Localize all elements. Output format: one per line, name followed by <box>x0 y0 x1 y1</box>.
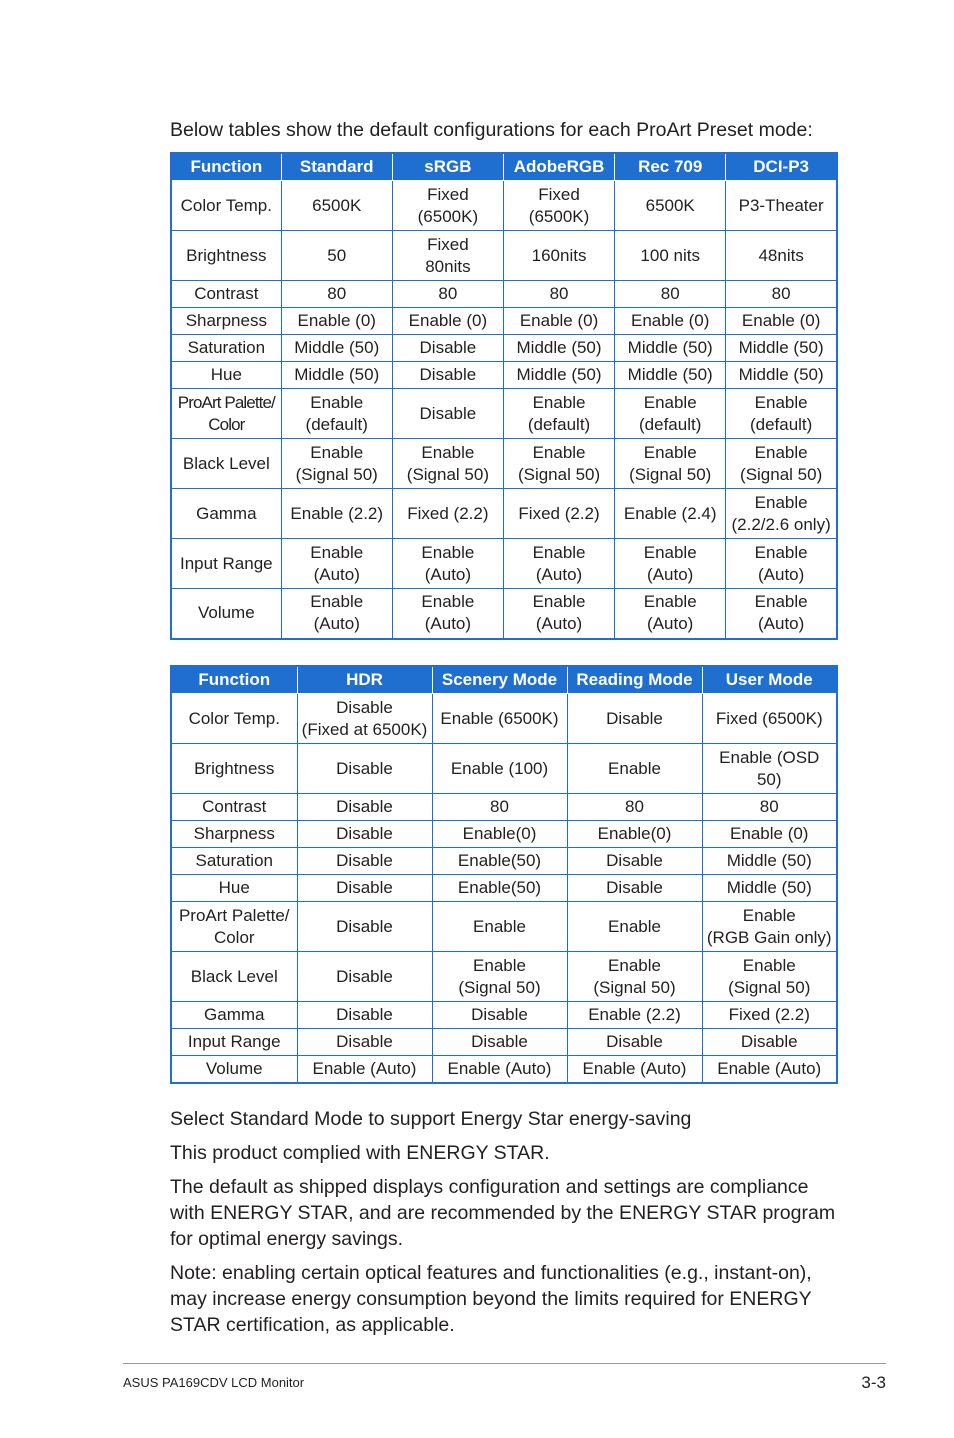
table-cell: Enable (Auto) <box>281 539 392 589</box>
row-label: Gamma <box>171 489 281 539</box>
table-cell: Enable(50) <box>432 848 567 875</box>
table-header-row <box>171 666 837 694</box>
table-cell: 100 nits <box>615 231 726 281</box>
table-row <box>171 308 837 335</box>
row-label: Gamma <box>171 1002 297 1029</box>
table-cell: Middle (50) <box>726 362 837 389</box>
table-cell: Fixed 80nits <box>392 231 503 281</box>
table-cell: Disable <box>297 1002 432 1029</box>
table-cell: Disable <box>432 1002 567 1029</box>
table-cell: Disable <box>567 875 702 902</box>
row-label: Contrast <box>171 281 281 308</box>
table-cell: Enable (Auto) <box>567 1056 702 1083</box>
table-cell: Disable <box>297 848 432 875</box>
table-cell: Enable (Auto) <box>615 539 726 589</box>
table-row <box>171 439 837 489</box>
table-cell: Disable <box>392 389 503 439</box>
row-label: Color Temp. <box>171 181 281 231</box>
table-cell: Disable <box>297 1029 432 1056</box>
table-cell: Enable (Auto) <box>297 1056 432 1083</box>
row-label: Hue <box>171 875 297 902</box>
table-cell: 80 <box>567 794 702 821</box>
table-row <box>171 589 837 639</box>
table-cell: Disable <box>297 821 432 848</box>
column-header: AdobeRGB <box>503 153 614 181</box>
table-cell: Fixed (6500K) <box>503 181 614 231</box>
row-label: ProArt Palette/ Color <box>171 389 281 439</box>
table-cell: Enable (Auto) <box>503 589 614 639</box>
table-row <box>171 181 837 231</box>
table-cell: Enable (Auto) <box>726 589 837 639</box>
table-cell: Disable <box>297 744 432 794</box>
column-header: User Mode <box>702 666 837 694</box>
table-cell: Disable <box>567 848 702 875</box>
table-cell: 80 <box>615 281 726 308</box>
table-cell: Enable (2.2) <box>567 1002 702 1029</box>
table-cell: 50 <box>281 231 392 281</box>
table-cell: 80 <box>702 794 837 821</box>
table-cell: Enable (Auto) <box>392 589 503 639</box>
row-label: Hue <box>171 362 281 389</box>
footer-product-name: ASUS PA169CDV LCD Monitor <box>123 1375 305 1390</box>
table-row <box>171 362 837 389</box>
row-label: Saturation <box>171 335 281 362</box>
row-label: Contrast <box>171 794 297 821</box>
table-row <box>171 1056 837 1083</box>
table-row <box>171 821 837 848</box>
table-cell: Enable (default) <box>726 389 837 439</box>
table-cell: Enable(50) <box>432 875 567 902</box>
table-cell: Enable (Signal 50) <box>392 439 503 489</box>
table-cell: P3-Theater <box>726 181 837 231</box>
table-row <box>171 389 837 439</box>
energy-star-notes <box>170 1106 860 1346</box>
table-cell: Disable (Fixed at 6500K) <box>297 694 432 744</box>
table-cell: Enable (Auto) <box>281 589 392 639</box>
table-cell: 80 <box>392 281 503 308</box>
table-cell: Enable (Signal 50) <box>281 439 392 489</box>
table-row <box>171 848 837 875</box>
table-cell: 80 <box>281 281 392 308</box>
table-cell: Enable (Signal 50) <box>503 439 614 489</box>
table-cell: Enable (Auto) <box>432 1056 567 1083</box>
row-label: Black Level <box>171 952 297 1002</box>
table-cell: Enable (Auto) <box>615 589 726 639</box>
table-cell: Enable (default) <box>281 389 392 439</box>
row-label: Color Temp. <box>171 694 297 744</box>
table-cell: Middle (50) <box>726 335 837 362</box>
table-cell: Enable (Signal 50) <box>702 952 837 1002</box>
table-cell: 48nits <box>726 231 837 281</box>
note-optical-features: Note: enabling certain optical features and functionalities (e.g., instant-on), may increase energy consumption beyond the limits required for ENERGY STAR certification, as applicable. <box>170 1262 812 1336</box>
table-cell: 80 <box>726 281 837 308</box>
table-cell: Fixed (2.2) <box>392 489 503 539</box>
column-header: sRGB <box>392 153 503 181</box>
column-header: Reading Mode <box>567 666 702 694</box>
table-row <box>171 694 837 744</box>
table-row <box>171 281 837 308</box>
column-header: HDR <box>297 666 432 694</box>
table-cell: Middle (50) <box>702 848 837 875</box>
table-cell: Enable <box>567 744 702 794</box>
table-row <box>171 1002 837 1029</box>
table-cell: Enable (0) <box>503 308 614 335</box>
table-cell: Disable <box>297 902 432 952</box>
table-cell: Fixed (2.2) <box>702 1002 837 1029</box>
table-cell: Fixed (6500K) <box>702 694 837 744</box>
table-cell: Enable (OSD 50) <box>702 744 837 794</box>
row-label: Black Level <box>171 439 281 489</box>
row-label: ProArt Palette/ Color <box>171 902 297 952</box>
table-cell: Enable (2.2/2.6 only) <box>726 489 837 539</box>
table-cell: 80 <box>432 794 567 821</box>
table-cell: Middle (50) <box>281 362 392 389</box>
row-label: Volume <box>171 1056 297 1083</box>
table-cell: Enable (Signal 50) <box>615 439 726 489</box>
column-header: Rec 709 <box>615 153 726 181</box>
table-cell: Enable <box>432 902 567 952</box>
table-cell: Enable <box>567 902 702 952</box>
row-label: Brightness <box>171 231 281 281</box>
table-cell: Disable <box>392 362 503 389</box>
note-standard-mode: Select Standard Mode to support Energy Star energy-saving <box>170 1108 692 1130</box>
table-cell: Fixed (2.2) <box>503 489 614 539</box>
table-cell: Enable (0) <box>726 308 837 335</box>
table-cell: Enable (Signal 50) <box>432 952 567 1002</box>
table-cell: Middle (50) <box>615 335 726 362</box>
table-row <box>171 231 837 281</box>
table-cell: Enable(0) <box>567 821 702 848</box>
preset-config-table-2 <box>170 665 838 1084</box>
table-cell: 160nits <box>503 231 614 281</box>
row-label: Sharpness <box>171 821 297 848</box>
column-header: Function <box>171 153 281 181</box>
row-label: Volume <box>171 589 281 639</box>
table-row <box>171 489 837 539</box>
table-row <box>171 539 837 589</box>
table-row <box>171 1029 837 1056</box>
table-row <box>171 794 837 821</box>
table-cell: 6500K <box>615 181 726 231</box>
table-cell: 6500K <box>281 181 392 231</box>
note-default-settings: The default as shipped displays configuration and settings are compliance with ENERGY STAR, and are recommended by the ENERGY STAR program for optimal energy savings. <box>170 1176 836 1250</box>
preset-config-table-1 <box>170 152 838 640</box>
row-label: Sharpness <box>171 308 281 335</box>
table-cell: Enable(0) <box>432 821 567 848</box>
column-header: DCI-P3 <box>726 153 837 181</box>
table-cell: Disable <box>297 952 432 1002</box>
table-cell: Enable (0) <box>392 308 503 335</box>
table-cell: Disable <box>432 1029 567 1056</box>
table-cell: Enable (RGB Gain only) <box>702 902 837 952</box>
column-header: Function <box>171 666 297 694</box>
table-cell: Enable (Auto) <box>503 539 614 589</box>
table-cell: Enable (100) <box>432 744 567 794</box>
column-header: Scenery Mode <box>432 666 567 694</box>
footer-page-number: 3-3 <box>861 1373 886 1392</box>
table-cell: Disable <box>297 794 432 821</box>
table-cell: Enable (2.4) <box>615 489 726 539</box>
row-label: Input Range <box>171 1029 297 1056</box>
table-row <box>171 875 837 902</box>
column-header: Standard <box>281 153 392 181</box>
table-cell: Enable (0) <box>281 308 392 335</box>
row-label: Input Range <box>171 539 281 589</box>
table-cell: Enable (Signal 50) <box>567 952 702 1002</box>
row-label: Saturation <box>171 848 297 875</box>
table-cell: Enable (Signal 50) <box>726 439 837 489</box>
table-cell: Enable (2.2) <box>281 489 392 539</box>
table-cell: Enable (Auto) <box>392 539 503 589</box>
table-cell: Disable <box>567 1029 702 1056</box>
table-row <box>171 744 837 794</box>
table-cell: Middle (50) <box>281 335 392 362</box>
table-cell: Middle (50) <box>503 335 614 362</box>
table-cell: Disable <box>702 1029 837 1056</box>
table-row <box>171 335 837 362</box>
table-cell: Middle (50) <box>503 362 614 389</box>
table-cell: Fixed (6500K) <box>392 181 503 231</box>
table-header-row <box>171 153 837 181</box>
table-cell: Enable (default) <box>503 389 614 439</box>
row-label: Brightness <box>171 744 297 794</box>
table-cell: Disable <box>567 694 702 744</box>
table-cell: Disable <box>297 875 432 902</box>
table-cell: Middle (50) <box>702 875 837 902</box>
table-cell: Enable (Auto) <box>726 539 837 589</box>
table-cell: 80 <box>503 281 614 308</box>
footer-divider <box>123 1363 886 1364</box>
table-cell: Enable (default) <box>615 389 726 439</box>
table-cell: Enable (6500K) <box>432 694 567 744</box>
table-cell: Enable (0) <box>702 821 837 848</box>
table-row <box>171 952 837 1002</box>
table-row <box>171 902 837 952</box>
table-cell: Enable (0) <box>615 308 726 335</box>
table-cell: Disable <box>392 335 503 362</box>
note-energy-star-compliance: This product complied with ENERGY STAR. <box>170 1142 550 1164</box>
table-cell: Enable (Auto) <box>702 1056 837 1083</box>
table-cell: Middle (50) <box>615 362 726 389</box>
intro-text: Below tables show the default configurations for each ProArt Preset mode: <box>170 119 813 141</box>
